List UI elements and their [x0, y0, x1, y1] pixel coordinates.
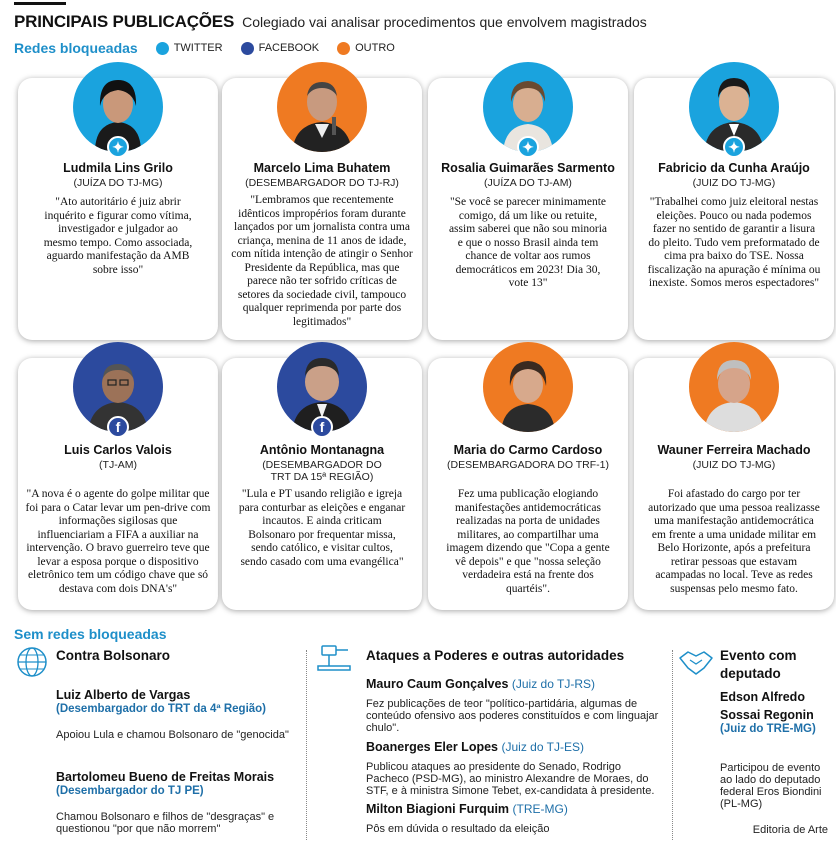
person-court: (Juiz do TJ-RS)	[511, 677, 596, 691]
person-name: Luiz Alberto de Vargas	[56, 688, 191, 702]
card-quote: "Se você se parecer minimamente comigo, dá um like ou retuite, assim saberei que não sou minoria e que o nosso Brasil ainda tem chance de voltar aos rumos democráticos em 2023! Dia 30, vote 13"	[448, 196, 608, 289]
card-valois	[18, 358, 218, 610]
person-desc: Pôs em dúvida o resultado da eleição	[366, 823, 550, 835]
twitter-icon: ✦	[723, 136, 745, 158]
card-montanagna	[222, 358, 422, 610]
card-name: Maria do Carmo Cardoso	[453, 443, 603, 457]
person-row	[366, 802, 568, 816]
globe-icon	[16, 646, 48, 683]
person-court: (TRE-MG)	[512, 802, 568, 816]
header	[14, 12, 647, 32]
avatar	[277, 62, 367, 152]
card-name: Antônio Montanagna	[259, 443, 385, 457]
section-label-redes-bloqueadas: Redes bloqueadas	[14, 40, 138, 56]
divider	[672, 650, 673, 840]
card-role: (JUÍZA DO TJ-AM)	[484, 177, 572, 189]
card-role: (DESEMBARGADOR DO TJ-RJ)	[245, 177, 399, 189]
person-court: (Juiz do TJ-ES)	[501, 740, 584, 754]
card-quote: "Ato autoritário é juiz abrir inquérito e figurar como vítima, investigador e julgador ao mesmo tempo. Como associada, aguardo manifestação da AMB sobre isso"	[43, 196, 193, 276]
person-name: Milton Biagioni Furquim	[366, 802, 510, 816]
handshake-icon	[678, 648, 714, 681]
section-label-sem-redes: Sem redes bloqueadas	[14, 626, 167, 642]
gavel-icon	[316, 644, 352, 677]
card-role: (TJ-AM)	[99, 459, 137, 471]
col-heading-ataques: Ataques a Poderes e outras autoridades	[366, 648, 625, 663]
person-desc: Fez publicações de teor "político-partidária, algumas de conteúdo ofensivo aos poderes constituídos e com linguajar chulo".	[366, 698, 659, 734]
card-wauner	[634, 358, 834, 610]
legend-item-twitter	[156, 42, 223, 55]
card-marcelo	[222, 78, 422, 340]
card-role: (DESEMBARGADORA DO TRF-1)	[447, 459, 609, 471]
person-row	[366, 677, 595, 691]
person-desc: Publicou ataques ao presidente do Senado, Rodrigo Pacheco (PSD-MG), ao ministro Alexandre de Moraes, do STF, e à ministra Simone Tebet, ex-candidata à presidente.	[366, 761, 655, 797]
card-quote: "Lembramos que recentemente idênticos impropérios foram durante lançados por um jornalista contra uma criança, menina de 11 anos de idade, com nítida intenção de atingir o Senhor Presidente da República, mas que parece não ter sofrido críticas de setores da sociedade civil, tampouco qualquer reprimenda por parte dos legitimados"	[231, 194, 413, 328]
card-quote: "A nova é o agente do golpe militar que foi para o Catar levar um pen-drive com informações sigilosas que influenciariam a FIFA a auxiliar na intervenção. O bravo guerreiro teve que levar a esposa porque o dispositivo eletrônico tem um código chave que só destava com dois DNA's"	[25, 488, 211, 595]
col-heading-evento-2: deputado	[720, 666, 781, 681]
person-row	[366, 740, 584, 754]
person-desc: Participou de evento ao lado do deputado federal Eros Biondini (PL-MG)	[720, 762, 822, 810]
card-name: Wauner Ferreira Machado	[657, 443, 811, 457]
card-name: Ludmila Lins Grilo	[63, 161, 173, 175]
person-name-2: Sossai Regonin	[720, 708, 814, 722]
col-heading-contra-bolsonaro: Contra Bolsonaro	[56, 648, 171, 663]
card-name: Marcelo Lima Buhatem	[253, 161, 391, 175]
legend-label: FACEBOOK	[258, 42, 320, 54]
person-desc: Apoiou Lula e chamou Bolsonaro de "genocida"	[56, 729, 289, 741]
divider	[306, 650, 307, 840]
person-name: Mauro Caum Gonçalves	[366, 677, 509, 691]
person-desc: Chamou Bolsonaro e filhos de "desgraças" e questionou "por que não morrem"	[56, 811, 275, 835]
card-quote: "Lula e PT usando religião e igreja para conturbar as eleições e enganar incautos. E ainda criticam Bolsonaro por frequentar missa, sendo católico, e visitar cultos, sendo casado com uma evangélica"	[238, 488, 406, 568]
page-subtitle: Colegiado vai analisar procedimentos que envolvem magistrados	[242, 14, 647, 30]
card-maria	[428, 358, 628, 610]
legend-dot	[337, 42, 350, 55]
person-court: (Desembargador do TJ PE)	[56, 785, 204, 797]
card-fabricio	[634, 78, 834, 340]
legend	[14, 40, 395, 56]
twitter-icon: ✦	[517, 136, 539, 158]
card-role: (JUIZ DO TJ-MG)	[692, 177, 776, 189]
avatar	[689, 342, 779, 432]
credit: Editoria de Arte	[752, 824, 828, 836]
twitter-icon: ✦	[107, 136, 129, 158]
person-court: (Desembargador do TRT da 4ª Região)	[56, 703, 267, 715]
card-role: (JUIZ DO TJ-MG)	[692, 459, 776, 471]
card-role: (JUÍZA DO TJ-MG)	[73, 177, 163, 189]
person-name: Boanerges Eler Lopes	[366, 740, 498, 754]
col-heading-evento-1: Evento com	[720, 648, 797, 663]
legend-label: OUTRO	[355, 42, 395, 54]
card-quote: Fez uma publicação elogiando manifestações antidemocráticas realizadas na porta de unidades militares, ao compartilhar uma imagem dizendo que "Copa a gente vê depois" e que "nossa seleção verdadeira está na frente dos quartéis".	[446, 488, 610, 595]
legend-dot	[156, 42, 169, 55]
legend-label: TWITTER	[173, 42, 223, 54]
facebook-icon: f	[311, 416, 333, 438]
legend-item-facebook	[241, 42, 320, 55]
card-quote: Foi afastado do cargo por ter autorizado que uma pessoa realizasse uma manifestação antidemocrática em frente a uma unidade militar em Belo Horizonte, após a prefeitura retirar pessoas que estavam acampadas no local. Teve as redes suspensas pelo mesmo fato.	[648, 488, 820, 595]
card-quote: "Trabalhei como juiz eleitoral nestas eleições. Pouco ou nada podemos fazer no sentido de garantir a lisura do pleito. Tudo vem preformatado de cima pra baixo do TSE. Nossa fiscalização na apuração é mínima ou inexiste. Somos meros espectadores"	[647, 196, 821, 289]
card-name: Rosalia Guimarães Sarmento	[441, 161, 615, 175]
header-rule	[14, 2, 66, 5]
legend-dot	[241, 42, 254, 55]
card-ludmila	[18, 78, 218, 340]
person-name: Bartolomeu Bueno de Freitas Morais	[56, 770, 275, 784]
page-title: PRINCIPAIS PUBLICAÇÕES	[14, 12, 235, 31]
card-role: (DESEMBARGADOR DO TRT DA 15ª REGIÃO)	[262, 459, 382, 483]
card-name: Luis Carlos Valois	[64, 443, 172, 457]
person-name-1: Edson Alfredo	[720, 690, 805, 704]
facebook-icon: f	[107, 416, 129, 438]
avatar	[483, 342, 573, 432]
legend-item-outro	[337, 42, 395, 55]
card-name: Fabricio da Cunha Araújo	[658, 161, 810, 175]
card-rosalia	[428, 78, 628, 340]
person-court: (Juiz do TRE-MG)	[720, 723, 816, 735]
